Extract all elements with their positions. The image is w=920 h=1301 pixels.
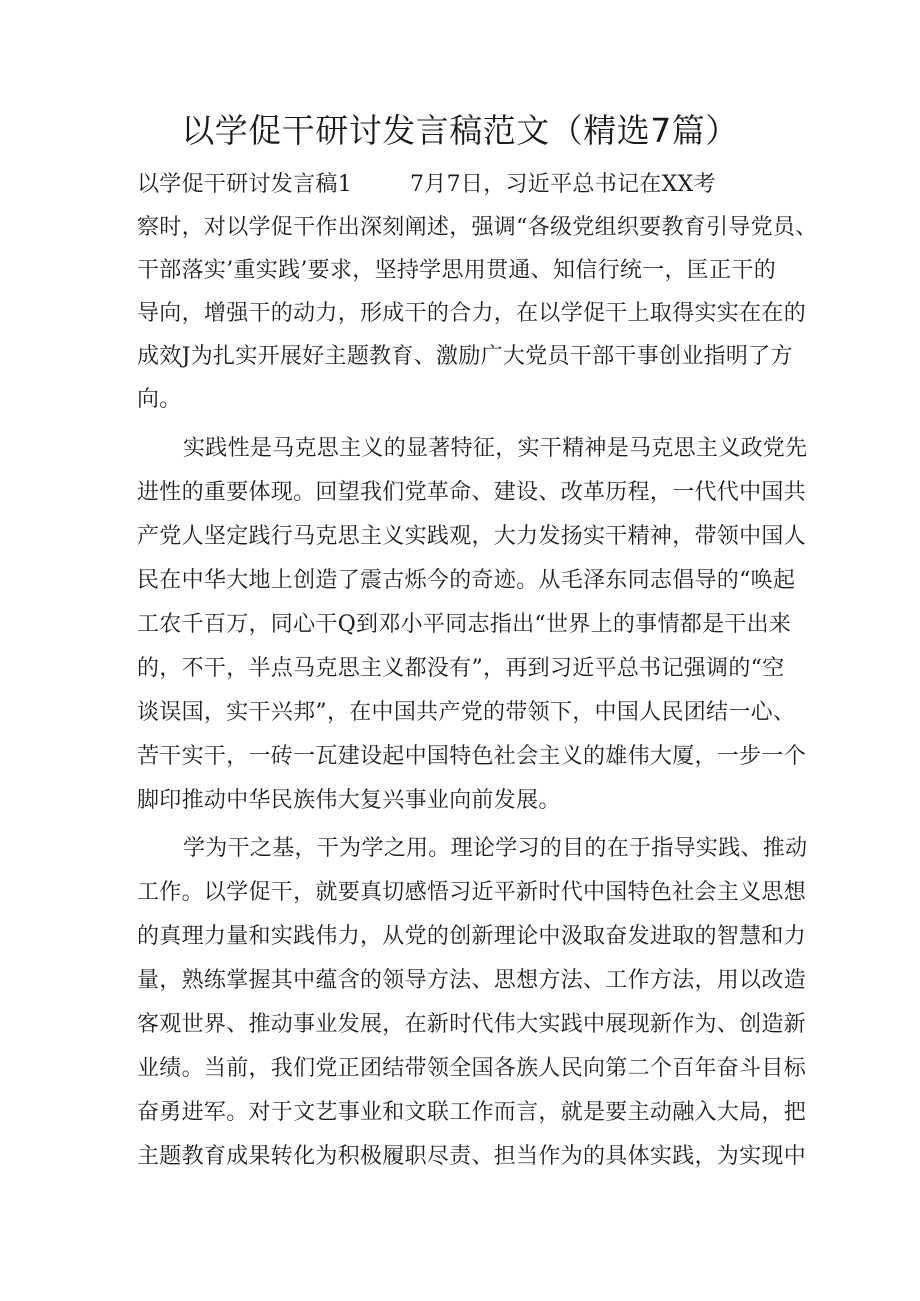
text-line: 业绩。当前，我们党正团结带领全国各族人民向第二个百年奋斗目标 [137, 1056, 807, 1081]
text-line: 的真理力量和实践伟力，从党的创新理论中汲取奋发进取的智慧和力 [137, 924, 807, 949]
text-line: 成效J为扎实开展好主题教育、激励广大党员干部干事创业指明了方 [137, 344, 793, 369]
text-line: 民在中华大地上创造了震古烁今的奇迹。从毛泽东同志倡导的“唤起 [137, 568, 796, 593]
text-line: 的，不干，半点马克思主义都没有”，再到习近平总书记强调的“空 [137, 656, 785, 681]
document-title: 以学促干研讨发言稿范文（精选7篇） [181, 111, 739, 150]
text-line: 谈误国，实干兴邦”，在中国共产党的带领下，中国人民团结一心、 [137, 700, 796, 725]
first-line [137, 170, 716, 200]
text-line: 实践性是马克思主义的显著特征，实干精神是马克思主义政党先 [183, 436, 808, 461]
text-line: 干部落实’重实践’要求，坚持学思用贯通、知信行统一，匡正干的 [137, 258, 776, 283]
text-line: 导向，增强干的动力，形成干的合力，在以学促干上取得实实在在的 [137, 301, 807, 326]
text-line: 工作。以学促干，就要真切感悟习近平新时代中国特色社会主义思想 [137, 880, 807, 905]
text-line: 量，熟练掌握其中蕴含的领导方法、思想方法、工作方法，用以改造 [137, 968, 807, 993]
paragraph-text: 7月7日，习近平总书记在XX考 [410, 172, 716, 197]
text-line: 奋勇进军。对于文艺事业和文联工作而言，就是要主动融入大局，把 [137, 1100, 807, 1125]
text-line: 学为干之基，干为学之用。理论学习的目的在于指导实践、推动 [183, 836, 808, 861]
text-line: 脚印推动中华民族伟大复兴事业向前发展。 [137, 788, 561, 813]
text-line: 进性的重要体现。回望我们党革命、建设、改革历程，一代代中国共 [137, 480, 807, 505]
text-line: 苦干实干，一砖一瓦建设起中国特色社会主义的雄伟大厦，一步一个 [137, 744, 807, 769]
text-line: 客观世界、推动事业发展，在新时代伟大实践中展现新作为、创造新 [137, 1012, 807, 1037]
text-line: 产党人坚定践行马克思主义实践观，大力发扬实干精神，带领中国人 [137, 524, 807, 549]
text-line: 向。 [137, 387, 182, 412]
text-line: 察时，对以学促干作出深刻阐述，强调“各级党组织要教育引导党员、 [137, 215, 818, 240]
section-heading: 以学促干研讨发言稿1 [137, 172, 352, 197]
text-line: 工农千百万，同心干Q到邓小平同志指出“世界上的事情都是干出来 [137, 612, 792, 637]
text-line: 主题教育成果转化为积极履职尽责、担当作为的具体实践，为实现中 [137, 1144, 807, 1169]
